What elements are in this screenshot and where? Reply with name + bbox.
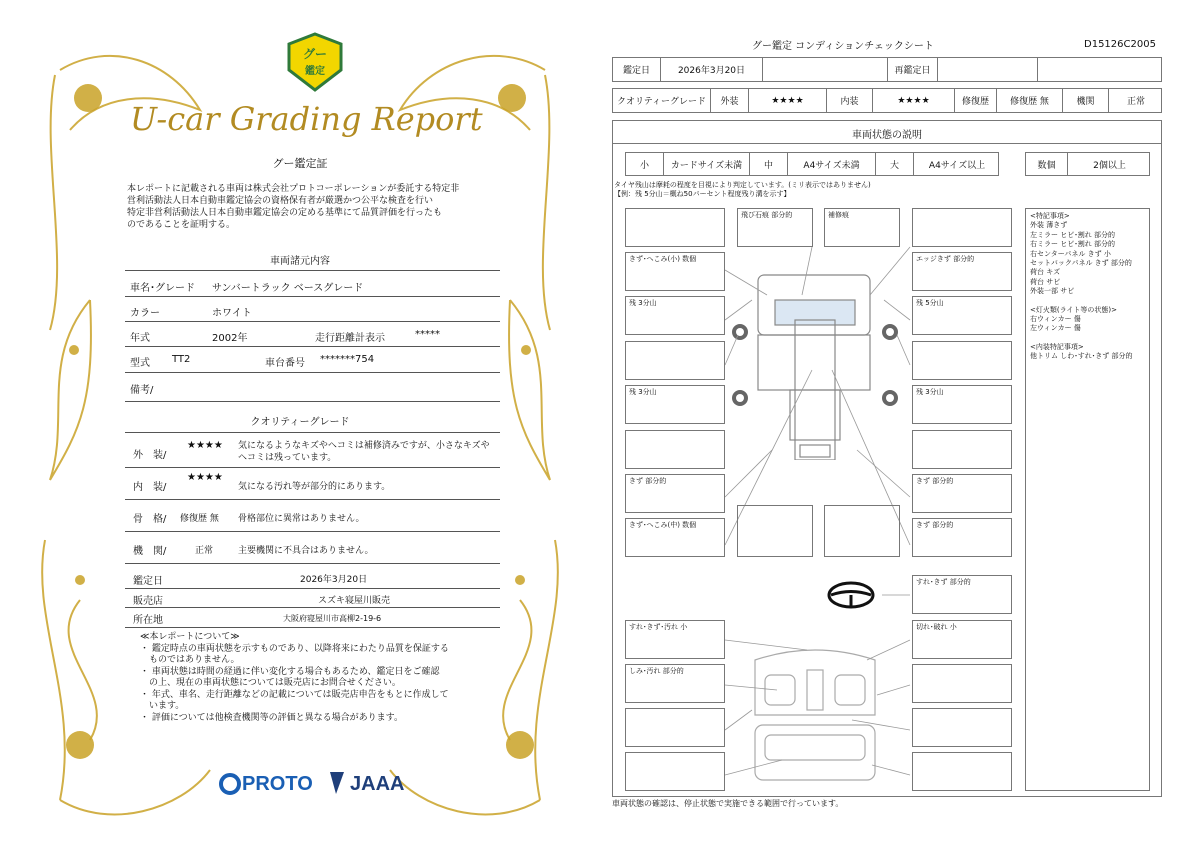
special-notes: <特記事項> 外装 薄きず 左ミラー ヒビ･割れ 部分的 右ミラー ヒビ･割れ 部分的 右センターパネル きず 小 セットバックパネル きず 部分的 荷台 キズ 荷台 サビ 外装一部 サビ <灯火類(ライト等の状態)> 右ウィンカー 傷 左ウィンカー 傷 <内装特記事項> 他トリム しわ･すれ･きず 部分的 bbox=[1025, 208, 1150, 791]
jaaa-logo-icon bbox=[326, 770, 348, 796]
repair-value: 修復歴 無 bbox=[997, 89, 1063, 112]
address-label: 所在地 bbox=[133, 615, 163, 626]
exterior-label: 外 装/ bbox=[133, 450, 167, 461]
interior-label: 内 装/ bbox=[133, 482, 167, 493]
section-title: 車両状態の説明 bbox=[852, 130, 922, 141]
proto-logo-icon bbox=[218, 772, 242, 796]
exterior-stars: ★★★★ bbox=[187, 440, 223, 451]
quality-grade-row: クオリティーグレード 外装 ★★★★ 内装 ★★★★ 修復歴 修復歴 無 機関 正常 bbox=[612, 88, 1162, 113]
callout-right-8: きず 部分的 bbox=[912, 518, 1012, 557]
color-label: カラー bbox=[130, 308, 160, 319]
mileage-label: 走行距離計表示 bbox=[315, 333, 385, 344]
year-value: 2002年 bbox=[212, 333, 248, 344]
model-value: TT2 bbox=[172, 354, 191, 365]
engine-value: 正常 bbox=[195, 546, 214, 556]
frame-comment: 骨格部位に異常はありません。 bbox=[238, 514, 365, 524]
dealer-value: スズキ寝屋川販売 bbox=[318, 596, 391, 606]
sheet-title: グー鑑定 コンディションチェックシート bbox=[752, 41, 934, 52]
count-legend: 数個 2個以上 bbox=[1025, 152, 1150, 176]
engine-comment: 主要機関に不具合はありません。 bbox=[238, 546, 374, 556]
color-value: ホワイト bbox=[212, 308, 252, 319]
exterior-comment: 気になるようなキズやヘコミは補修済みですが、小さなキズや ヘコミは残っています。 bbox=[238, 441, 490, 463]
condition-check-sheet bbox=[600, 0, 1200, 848]
ext-stars: ★★★★ bbox=[749, 89, 827, 112]
vin-value: *******754 bbox=[320, 354, 375, 365]
svg-text:グー: グー bbox=[302, 47, 328, 61]
remarks-label: 備考/ bbox=[130, 385, 154, 396]
engine-value: 正常 bbox=[1126, 97, 1145, 107]
callout-interior-left-1: すれ･きず･汚れ 小 bbox=[625, 620, 725, 659]
mileage-value: ***** bbox=[415, 329, 440, 340]
dealer-label: 販売店 bbox=[133, 596, 163, 607]
callout-left-5: 残 3分山 bbox=[625, 385, 725, 424]
callout-interior-right-1: 切れ･破れ 小 bbox=[912, 620, 1012, 659]
engine-label: 機 関/ bbox=[133, 546, 167, 557]
interior-stars: ★★★★ bbox=[187, 472, 223, 483]
car-name-label: 車名･グレード bbox=[130, 283, 195, 294]
spec-title: 車両諸元内容 bbox=[270, 256, 330, 267]
address-value: 大阪府寝屋川市高柳2-19-6 bbox=[283, 614, 382, 623]
brand-proto: PROTO bbox=[242, 773, 313, 795]
car-name: サンバートラック ベースグレード bbox=[212, 283, 364, 294]
date-value: 2026年3月20日 bbox=[300, 575, 368, 585]
callout-top-1: 飛び石痕 部分的 bbox=[737, 208, 813, 247]
callout-right-7: きず 部分的 bbox=[912, 474, 1012, 513]
year-label: 年式 bbox=[130, 333, 150, 344]
sheet-id: D15126C2005 bbox=[1084, 39, 1156, 50]
size-legend: 小 カードサイズ未満 中 A4サイズ未満 大 A4サイズ以上 bbox=[625, 152, 999, 176]
frame-value: 修復歴 無 bbox=[180, 514, 219, 524]
report-heading: U-car Grading Report bbox=[130, 100, 483, 138]
callout-right-3: 残 5分山 bbox=[912, 296, 1012, 335]
date-label: 鑑定日 bbox=[133, 576, 163, 587]
callout-steering: すれ･きず 部分的 bbox=[912, 575, 1012, 614]
callout-left-7: きず 部分的 bbox=[625, 474, 725, 513]
callout-top-2: 補修痕 bbox=[824, 208, 900, 247]
model-label: 型式 bbox=[130, 358, 150, 369]
vin-label: 車台番号 bbox=[265, 358, 305, 369]
date-row: 鑑定日 2026年3月20日 再鑑定日 bbox=[612, 57, 1162, 82]
int-stars: ★★★★ bbox=[873, 89, 955, 112]
tire-note: タイヤ残山は摩耗の程度を目視により判定しています。(ミリ表示ではありません) 【例：残 5分山＝概ね50パーセント程度残り溝を示す】 bbox=[614, 181, 871, 198]
notes-title: ≪本レポートについて≫ bbox=[140, 632, 240, 642]
cert-title: グー鑑定証 bbox=[272, 157, 328, 170]
intro-text: 本レポートに記載される車両は株式会社プロトコーポレーションが委託する特定非 営利活動法人日本自動車鑑定協会の資格保有者が厳選かつ公平な検査を行い 特定非営利活動法人日本自動車鑑定協会の定める基準にて品質評価を行ったも のであることを証明する。 bbox=[127, 184, 460, 230]
callout-interior-left-2: しみ･汚れ 部分的 bbox=[625, 664, 725, 703]
sheet-footer: 車両状態の確認は、停止状態で実施できる範囲で行っています。 bbox=[612, 799, 844, 808]
goo-kantei-logo bbox=[285, 32, 345, 92]
callout-right-5: 残 3分山 bbox=[912, 385, 1012, 424]
callout-left-3: 残 3分山 bbox=[625, 296, 725, 335]
interior-comment: 気になる汚れ等が部分的にあります。 bbox=[238, 482, 391, 492]
svg-text:鑑定: 鑑定 bbox=[305, 66, 325, 77]
callout-left-2: きず･へこみ(小) 数個 bbox=[625, 252, 725, 291]
callout-left-8: きず･へこみ(中) 数個 bbox=[625, 518, 725, 557]
brand-jaaa: JAAA bbox=[350, 773, 405, 795]
quality-title: クオリティーグレード bbox=[250, 417, 350, 428]
frame-label: 骨 格/ bbox=[133, 514, 167, 525]
callout-right-2: エッジきず 部分的 bbox=[912, 252, 1012, 291]
report-notes: ≪本レポートについて≫ ・ 鑑定時点の車両状態を示すものであり、以降将来にわたり品質を保証する ものではありません。 ・ 車両状態は時間の経過に伴い変化する場合もあるため、鑑定日をご確認 の上、現在の車両状態については販売店にお問合せください。 ・ 年式、車名、走行距離などの記載については販売店申告をもとに作成して います。 ・ 評価については他検査機関等の評価と異なる場合があります。 bbox=[140, 632, 449, 723]
date-value: 2026年3月20日 bbox=[661, 58, 763, 81]
